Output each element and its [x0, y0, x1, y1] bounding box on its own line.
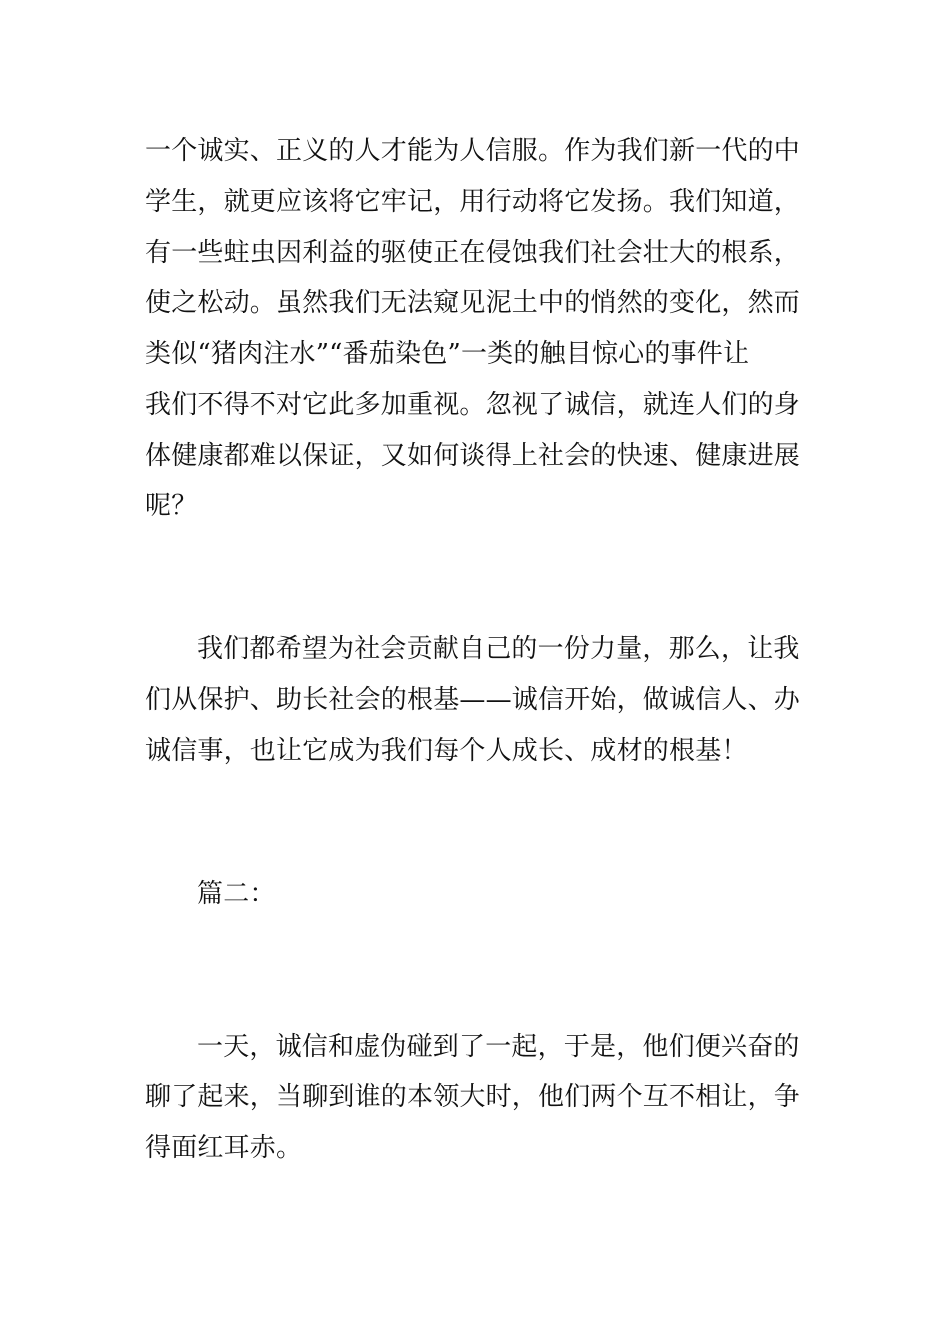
paragraph-3-line-2: 聊了起来，当聊到谁的本领大时，他们两个互不相让，争	[145, 1082, 801, 1112]
paragraph-1-line-4: 使之松动。虽然我们无法窥见泥土中的悄然的变化，然而	[145, 288, 801, 318]
paragraph-1-line-7: 体健康都难以保证，又如何谈得上社会的快速、健康进展	[145, 441, 801, 471]
paragraph-1-line-5: 类似“猪肉注水”“番茄染色”一类的触目惊心的事件让	[145, 339, 750, 369]
paragraph-1-line-1: 一个诚实、正义的人才能为人信服。作为我们新一代的中	[145, 136, 801, 166]
paragraph-2-line-2: 们从保护、助长社会的根基——诚信开始，做诚信人、办	[145, 685, 801, 715]
paragraph-2-line-1: 我们都希望为社会贡献自己的一份力量，那么，让我	[197, 634, 800, 664]
section-heading: 篇二：	[197, 879, 276, 909]
paragraph-1-line-3: 有一些蛀虫因利益的驱使正在侵蚀我们社会壮大的根系，	[145, 238, 801, 268]
paragraph-1-line-2: 学生，就更应该将它牢记，用行动将它发扬。我们知道，	[145, 187, 801, 217]
paragraph-3-line-1: 一天，诚信和虚伪碰到了一起，于是，他们便兴奋的	[197, 1032, 800, 1062]
paragraph-2-line-3: 诚信事，也让它成为我们每个人成长、成材的根基！	[145, 736, 748, 766]
paragraph-1-line-6: 我们不得不对它此多加重视。忽视了诚信，就连人们的身	[145, 390, 801, 420]
paragraph-1-line-8: 呢？	[145, 491, 198, 521]
paragraph-3-line-3: 得面红耳赤。	[145, 1133, 303, 1163]
